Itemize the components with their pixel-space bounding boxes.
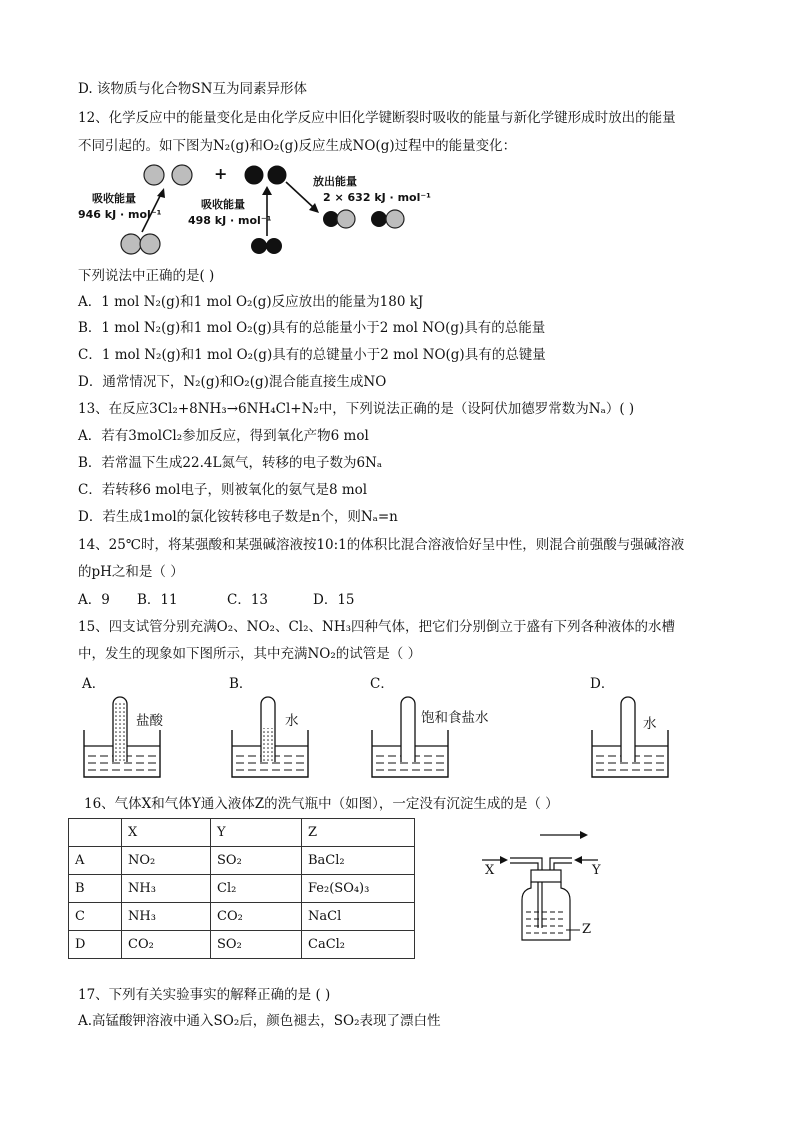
arrow-left-icon: [574, 856, 582, 864]
table-cell: SO₂: [211, 847, 302, 875]
gas-washing-bottle: [478, 826, 618, 948]
tube-d-liquid: 水: [643, 716, 657, 732]
table-cell: CO₂: [122, 931, 211, 959]
table-row: [69, 875, 415, 903]
o-atom: [268, 166, 286, 184]
table-header: [69, 819, 122, 847]
arrow-right-icon: [580, 831, 588, 839]
tube-d-letter: D．: [590, 676, 615, 692]
q11-option-d: D. 该物质与化合物SN互为同素异形体: [78, 81, 307, 97]
table-cell: NaCl: [302, 903, 415, 931]
no-molecule: [337, 210, 355, 228]
table-row: [69, 903, 415, 931]
q13-option-c: C．若转移6 mol电子，则被氧化的氨气是8 mol: [78, 482, 368, 498]
table-cell: C: [69, 903, 122, 931]
table-cell: NH₃: [122, 903, 211, 931]
no-molecule: [386, 210, 404, 228]
table-cell: NH₃: [122, 875, 211, 903]
arrow-up-icon: [157, 188, 165, 198]
q12-option-c: C．1 mol N₂(g)和1 mol O₂(g)具有的总键量小于2 mol NO(g)具有的总键量: [78, 347, 546, 363]
q14-stem-line2: 的pH之和是（ ）: [78, 564, 184, 580]
arrow-up-icon: [262, 186, 272, 195]
q14-option-d: D．15: [313, 592, 355, 608]
tube-a-letter: A．: [82, 676, 106, 692]
n2-molecule: [140, 234, 160, 254]
table-cell: A: [69, 847, 122, 875]
q14-option-a: A．9: [78, 592, 110, 608]
absorb-value-1: 946 kJ · mol⁻¹: [78, 208, 162, 221]
q12-stem-line1: 12、化学反应中的能量变化是由化学反应中旧化学键断裂时吸收的能量与新化学键形成时放出的能量: [78, 110, 676, 126]
q16-stem: 16、气体X和气体Y通入液体Z的洗气瓶中（如图），一定没有沉淀生成的是（ ）: [84, 796, 559, 812]
table-row: [69, 847, 415, 875]
q13-option-a: A．若有3molCl₂参加反应，得到氧化产物6 mol: [78, 428, 369, 444]
q12-option-d: D．通常情况下，N₂(g)和O₂(g)混合能直接生成NO: [78, 374, 387, 390]
tube-c-liquid: 饱和食盐水: [421, 710, 489, 726]
q13-stem: 13、在反应3Cl₂+8NH₃→6NH₄Cl+N₂中，下列说法正确的是（设阿伏加德罗常数为Nₐ）( ): [78, 401, 635, 417]
q14-stem-line1: 14、25℃时，将某强酸和某强碱溶液按10:1的体积比混合溶液恰好呈中性，则混合前强酸与强碱溶液: [78, 537, 685, 553]
q15-stem-line2: 中，发生的现象如下图所示，其中充满NO₂的试管是（ ）: [78, 646, 422, 662]
q14-option-b: B．11: [137, 592, 178, 608]
n-atom: [144, 165, 164, 185]
q17-stem: 17、下列有关实验事实的解释正确的是 ( ): [78, 987, 331, 1003]
arrow-right-icon: [500, 856, 508, 864]
table-cell: BaCl₂: [302, 847, 415, 875]
table-cell: SO₂: [211, 931, 302, 959]
n2-molecule: [121, 234, 141, 254]
label-z: Z: [582, 922, 592, 937]
table-cell: D: [69, 931, 122, 959]
table-cell: CO₂: [211, 903, 302, 931]
label-y: Y: [592, 863, 601, 878]
table-header-row: [69, 819, 415, 847]
table-header: Y: [211, 819, 302, 847]
table-header: X: [122, 819, 211, 847]
q13-option-d: D．若生成1mol的氯化铵转移电子数是n个，则Nₐ=n: [78, 509, 398, 525]
o2-molecule: [251, 238, 267, 254]
no-molecule: [371, 211, 387, 227]
q17-option-a: A.高锰酸钾溶液中通入SO₂后，颜色褪去，SO₂表现了漂白性: [78, 1013, 441, 1029]
q15-stem-line1: 15、四支试管分别充满O₂、NO₂、Cl₂、NH₃四种气体，把它们分别倒立于盛有下列各种液体的水槽: [78, 619, 676, 635]
table-cell: CaCl₂: [302, 931, 415, 959]
plus-sign: +: [214, 164, 228, 183]
absorb-value-2: 498 kJ · mol⁻¹: [188, 214, 272, 227]
absorb-label-2: 吸收能量: [201, 198, 245, 211]
o2-molecule: [266, 238, 282, 254]
q16-table: [68, 818, 415, 959]
tube-a-liquid: 盐酸: [136, 713, 163, 729]
table-row: [69, 931, 415, 959]
n-atom: [172, 165, 192, 185]
table-cell: NO₂: [122, 847, 211, 875]
o-atom: [245, 166, 263, 184]
release-label: 放出能量: [313, 175, 357, 188]
q12-question: 下列说法中正确的是( ): [78, 268, 215, 284]
tube-b-liquid: 水: [285, 713, 299, 729]
label-x: X: [485, 863, 495, 878]
test-tubes-figure: [78, 690, 698, 785]
q12-option-b: B．1 mol N₂(g)和1 mol O₂(g)具有的总能量小于2 mol NO(g)具有的总能量: [78, 320, 546, 336]
tube-b-letter: B．: [229, 676, 253, 692]
q13-option-b: B．若常温下生成22.4L氮气，转移的电子数为6Nₐ: [78, 455, 383, 471]
q12-stem-line2: 不同引起的。如下图为N₂(g)和O₂(g)反应生成NO(g)过程中的能量变化：: [78, 138, 517, 154]
tube-c-letter: C．: [370, 676, 394, 692]
table-header: Z: [302, 819, 415, 847]
table-cell: Fe₂(SO₄)₃: [302, 875, 415, 903]
release-value: 2 × 632 kJ · mol⁻¹: [323, 191, 431, 204]
q14-option-c: C．13: [227, 592, 269, 608]
tube-d: [592, 697, 668, 777]
absorb-label-1: 吸收能量: [92, 192, 136, 205]
q12-option-a: A．1 mol N₂(g)和1 mol O₂(g)反应放出的能量为180 kJ: [78, 294, 424, 310]
table-cell: B: [69, 875, 122, 903]
table-cell: Cl₂: [211, 875, 302, 903]
